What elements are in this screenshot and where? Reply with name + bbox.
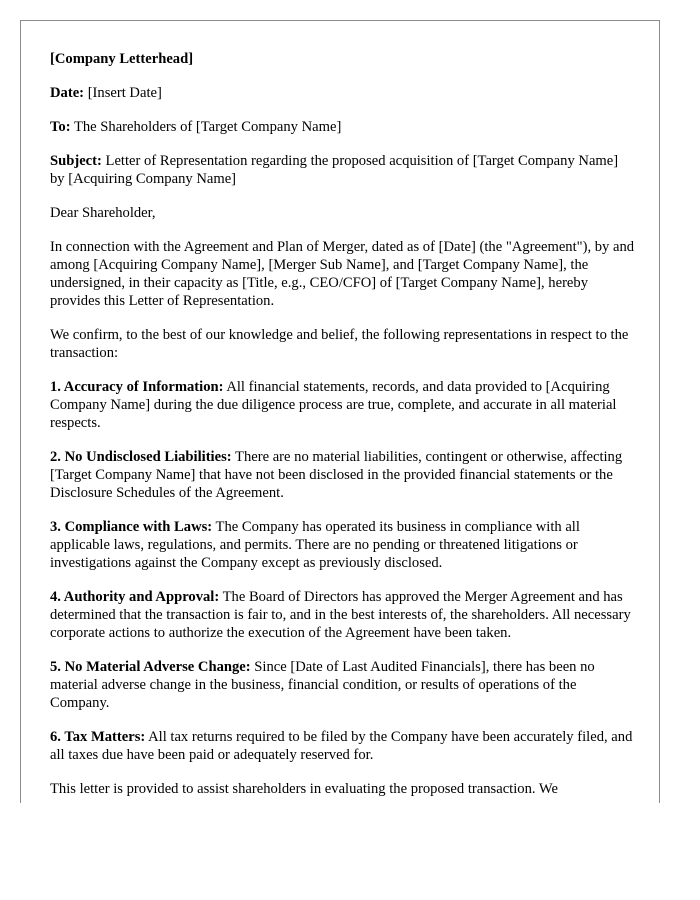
representation-item bbox=[50, 728, 635, 764]
to-line bbox=[50, 118, 635, 136]
date-value: [Insert Date] bbox=[84, 85, 162, 101]
confirm-paragraph: We confirm, to the best of our knowledge and belief, the following representations in respect to the transaction: bbox=[50, 327, 629, 361]
representation-heading: 4. Authority and Approval: bbox=[50, 589, 220, 605]
to-value: The Shareholders of [Target Company Name] bbox=[70, 119, 342, 135]
representation-heading: 6. Tax Matters: bbox=[50, 729, 146, 745]
representation-item bbox=[50, 658, 635, 712]
representation-item bbox=[50, 378, 635, 432]
subject-value: Letter of Representation regarding the proposed acquisition of [Target Company Name] by [Acquiring Company Name] bbox=[50, 153, 619, 187]
to-label: To: bbox=[50, 119, 71, 135]
date-label: Date: bbox=[50, 85, 85, 101]
salutation: Dear Shareholder, bbox=[50, 205, 156, 221]
representation-heading: 2. No Undisclosed Liabilities: bbox=[50, 449, 232, 465]
representation-heading: 5. No Material Adverse Change: bbox=[50, 659, 251, 675]
representation-text: The Company has operated its business in compliance with all applicable laws, regulations, and permits. There are no pending or threatened litigations or investigations against the Company except as previously disclosed. bbox=[50, 519, 580, 571]
letter-page bbox=[20, 20, 660, 803]
representation-text: Since [Date of Last Audited Financials], there has been no material adverse change in the business, financial condition, or results of operations of the Company. bbox=[50, 659, 595, 711]
subject-line bbox=[50, 152, 635, 188]
representation-item bbox=[50, 448, 635, 502]
representation-heading: 1. Accuracy of Information: bbox=[50, 379, 224, 395]
representation-item bbox=[50, 518, 635, 572]
closing-paragraph-partial: This letter is provided to assist shareholders in evaluating the proposed transaction. We bbox=[50, 781, 559, 797]
representation-text: All financial statements, records, and data provided to [Acquiring Company Name] during the due diligence process are true, complete, and accurate in all material respects. bbox=[50, 379, 617, 431]
representation-heading: 3. Compliance with Laws: bbox=[50, 519, 213, 535]
representation-item bbox=[50, 588, 635, 642]
date-line bbox=[50, 84, 635, 102]
representation-text: All tax returns required to be filed by the Company have been accurately filed, and all taxes due have been paid or adequately reserved for. bbox=[50, 729, 633, 763]
intro-paragraph: In connection with the Agreement and Plan of Merger, dated as of [Date] (the "Agreement"), by and among [Acquiring Company Name], [Merger Sub Name], and [Target Company Name], the undersigned, in their capacity as [Title, e.g., CEO/CFO] of [Target Company Name], hereby provides this Letter of Representation. bbox=[50, 239, 635, 309]
letter-body bbox=[50, 50, 635, 803]
representation-text: The Board of Directors has approved the Merger Agreement and has determined that the transaction is fair to, and in the best interests of, the shareholders. All necessary corporate actions to authorize the execution of the Agreement have been taken. bbox=[50, 589, 631, 641]
letterhead: [Company Letterhead] bbox=[50, 51, 194, 67]
representation-text: There are no material liabilities, contingent or otherwise, affecting [Target Company Name] that have not been disclosed in the provided financial statements or the Disclosure Schedules of the Agreement. bbox=[50, 449, 623, 501]
subject-label: Subject: bbox=[50, 153, 102, 169]
